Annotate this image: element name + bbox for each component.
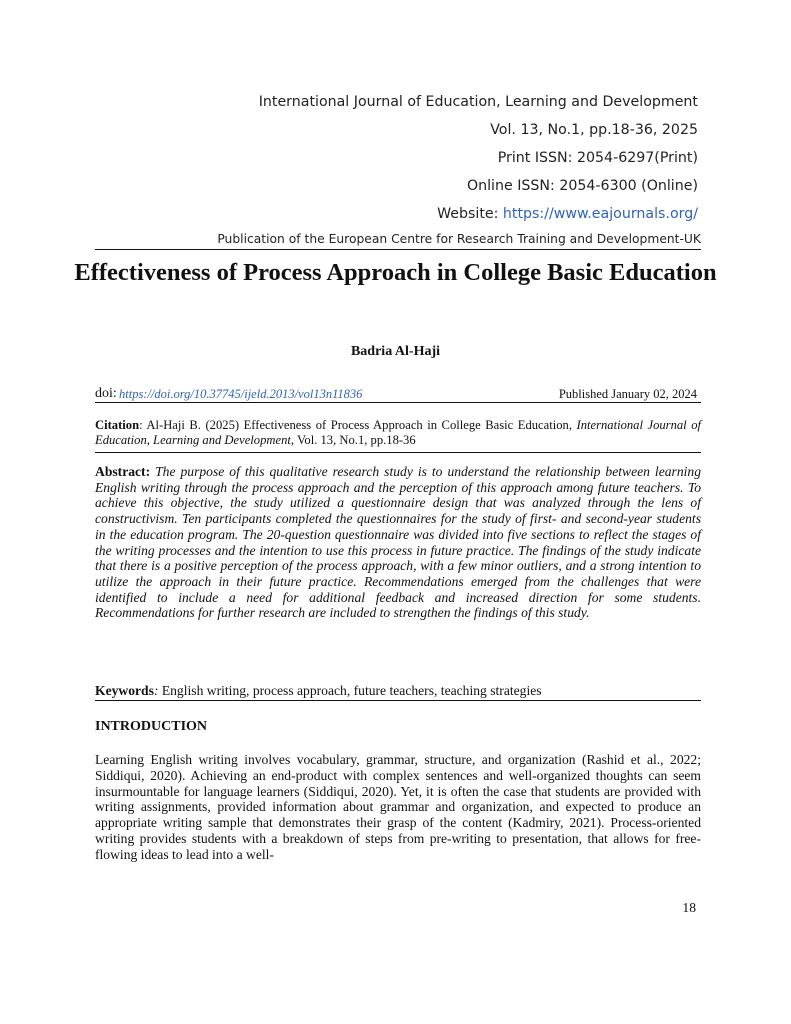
- online-issn: Online ISSN: 2054-6300 (Online): [466, 178, 698, 194]
- journal-name: International Journal of Education, Learning and Development: [258, 94, 698, 110]
- doi-link[interactable]: https://doi.org/10.37745/ijeld.2013/vol13n11836: [119, 387, 363, 401]
- citation-label: Citation: [95, 418, 140, 432]
- website-line: [437, 206, 698, 222]
- abstract-text: The purpose of this qualitative research study is to understand the relationship between learning English writing through the process approach and the perception of this approach among future teachers. To achieve this objective, the study utilized a questionnaire design that was analyzed through the lens of constructivism. Ten participants completed the questionnaires for the study of first- and second-year students in the education program. The 20-question questionnaire was divided into five sections to reflect the stages of the writing processes and the intention to use this process in future practice. The findings of the study indicate that there is a positive perception of the process approach, with a few minor outliers, and a strong intention to utilize the approach in their future practice. Recommendations emerged from the challenges that were identified to include a need for additional feedback and increased direction for some students. Recommendations for further research are included to strengthen the findings of this study.: [95, 464, 701, 621]
- website-link[interactable]: https://www.eajournals.org/: [502, 206, 698, 222]
- doi-row: [95, 386, 701, 403]
- citation: [95, 418, 701, 448]
- volume-info: Vol. 13, No.1, pp.18-36, 2025: [490, 122, 698, 138]
- print-issn: Print ISSN: 2054-6297(Print): [497, 150, 698, 166]
- author-name: Badria Al-Haji: [350, 344, 441, 359]
- abstract-label: Abstract:: [95, 464, 151, 479]
- citation-text: : Al-Haji B. (2025) Effectiveness of Process Approach in College Basic Education,: [139, 418, 577, 432]
- keywords-text: English writing, process approach, future teachers, teaching strategies: [158, 683, 542, 698]
- citation-volume: , Vol. 13, No.1, pp.18-36: [290, 433, 416, 447]
- introduction-paragraph: Learning English writing involves vocabulary, grammar, structure, and organization (Rashid et al., 2022; Siddiqui, 2020). Achieving an end-product with complex sentences and well-organized thoughts can seem insurmountable for language learners (Siddiqui, 2020). Yet, it is often the case that students are provided with writing assignments, provided information about grammar and organization, and expected to produce an appropriate writing sample that demonstrates their grasp of the content (Kadmiry, 2021). Process-oriented writing provides students with a breakdown of steps from pre-writing to presentation, that allows for free-flowing ideas to lead into a well-: [95, 752, 701, 862]
- article-title: Effectiveness of Process Approach in College Basic Education: [74, 259, 717, 286]
- citation-journal: International Journal of Education, Learning and Development: [95, 418, 701, 447]
- page-number: 18: [682, 900, 696, 915]
- citation-divider: [95, 452, 701, 453]
- abstract: [95, 464, 701, 621]
- keywords: [95, 683, 701, 701]
- keywords-label: Keywords: [95, 683, 154, 698]
- section-heading: INTRODUCTION: [95, 719, 208, 734]
- published-date: Published January 02, 2024: [558, 387, 697, 401]
- doi-label: doi:: [95, 386, 117, 401]
- website-label: Website:: [437, 206, 503, 222]
- publisher-line: Publication of the European Centre for Research Training and Development-UK: [95, 232, 701, 250]
- keywords-colon: :: [153, 683, 159, 698]
